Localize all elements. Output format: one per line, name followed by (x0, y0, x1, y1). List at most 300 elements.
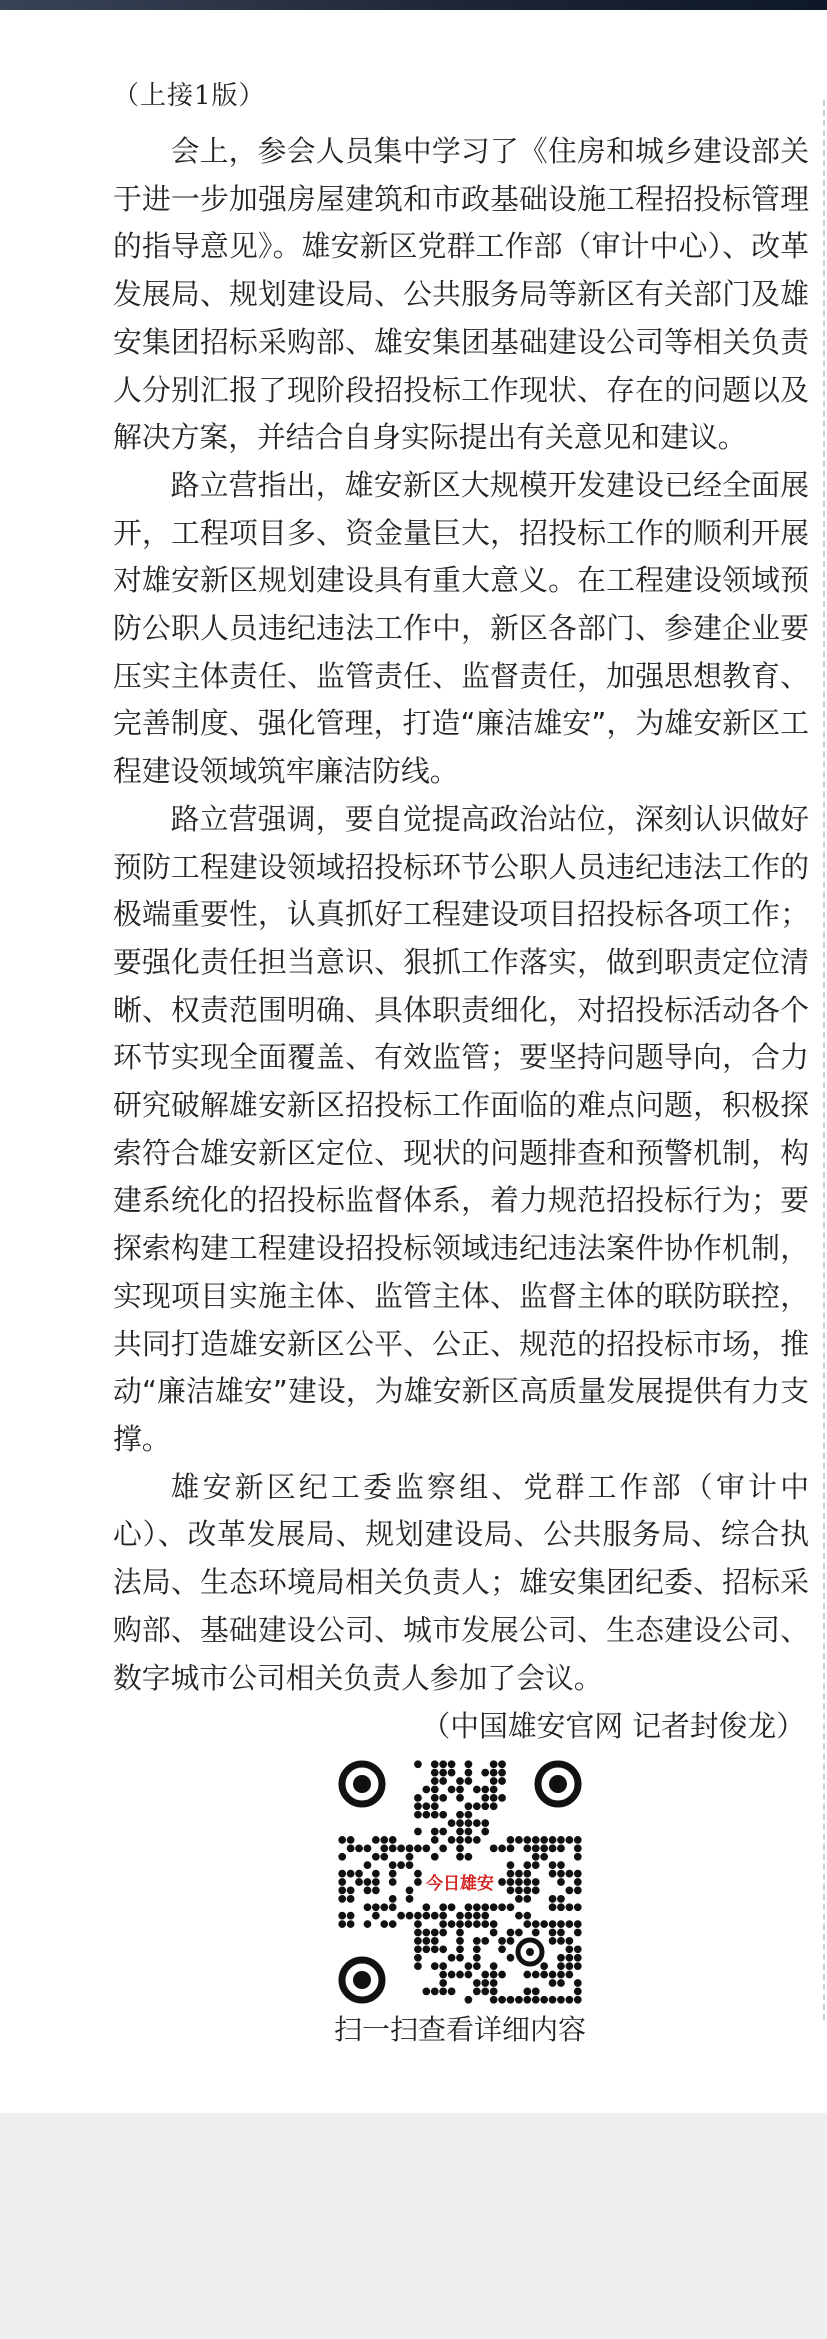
qr-module (431, 1794, 439, 1802)
qr-module (439, 1988, 447, 1996)
qr-module (574, 1903, 582, 1911)
qr-module (414, 1912, 422, 1920)
qr-module (557, 1996, 565, 2004)
qr-module (549, 1895, 557, 1903)
qr-module (406, 1895, 414, 1903)
qr-module (465, 1811, 473, 1819)
qr-module (431, 1760, 439, 1768)
qr-module (448, 1769, 456, 1777)
qr-module (389, 1861, 397, 1869)
qr-module (465, 1920, 473, 1928)
qr-module (532, 1971, 540, 1979)
qr-module (389, 1878, 397, 1886)
qr-module (439, 1844, 447, 1852)
qr-module (549, 1836, 557, 1844)
qr-module (566, 1937, 574, 1945)
qr-module (338, 1912, 346, 1920)
qr-module (389, 1895, 397, 1903)
qr-module (439, 1777, 447, 1785)
qr-module (540, 1962, 548, 1970)
qr-module (523, 1920, 531, 1928)
qr-module (507, 1929, 515, 1937)
qr-module (566, 1971, 574, 1979)
qr-module (473, 1979, 481, 1987)
qr-module (574, 1844, 582, 1852)
qr-module (490, 1760, 498, 1768)
qr-module (532, 1853, 540, 1861)
qr-module (465, 1802, 473, 1810)
qr-module (406, 1853, 414, 1861)
qr-module (465, 1769, 473, 1777)
qr-module (473, 1819, 481, 1827)
qr-module (523, 1861, 531, 1869)
qr-module (574, 1853, 582, 1861)
qr-module (414, 1828, 422, 1836)
qr-module (566, 1962, 574, 1970)
qr-module (540, 1996, 548, 2004)
qr-module (465, 1912, 473, 1920)
side-dashed-rule (823, 100, 825, 2020)
qr-module (422, 1929, 430, 1937)
qr-module (414, 1954, 422, 1962)
qr-module (372, 1903, 380, 1911)
qr-module (481, 1971, 489, 1979)
qr-module (364, 1903, 372, 1911)
qr-module (490, 1794, 498, 1802)
qr-module (557, 1920, 565, 1928)
qr-module (498, 1996, 506, 2004)
qr-module (389, 1903, 397, 1911)
qr-module (465, 1962, 473, 1970)
qr-module (498, 1760, 506, 1768)
qr-module (498, 1769, 506, 1777)
qr-module (439, 1794, 447, 1802)
qr-module (439, 1945, 447, 1953)
qr-module (523, 1878, 531, 1886)
qr-module (574, 1870, 582, 1878)
qr-module (439, 1971, 447, 1979)
qr-module (481, 1988, 489, 1996)
qr-module (490, 1920, 498, 1928)
qr-module (431, 1786, 439, 1794)
qr-module (456, 1777, 464, 1785)
qr-module (473, 1903, 481, 1911)
qr-module (347, 1895, 355, 1903)
qr-module (439, 1979, 447, 1987)
qr-module (574, 1962, 582, 1970)
qr-module (355, 1844, 363, 1852)
qr-module (456, 1945, 464, 1953)
qr-module (465, 1819, 473, 1827)
qr-module (338, 1895, 346, 1903)
qr-module (414, 1937, 422, 1945)
qr-module (557, 1878, 565, 1886)
qr-module (540, 1844, 548, 1852)
qr-module (481, 1937, 489, 1945)
qr-module (498, 1903, 506, 1911)
qr-module (523, 1988, 531, 1996)
qr-module (465, 1996, 473, 2004)
qr-module (481, 1912, 489, 1920)
qr-module (448, 1954, 456, 1962)
qr-module (532, 1929, 540, 1937)
qr-module (448, 1836, 456, 1844)
qr-caption: 扫一扫查看详细内容 (333, 2013, 586, 2046)
qr-module (557, 1962, 565, 1970)
qr-module (507, 1870, 515, 1878)
qr-module (574, 1887, 582, 1895)
qr-module (507, 1878, 515, 1886)
qr-module (347, 1844, 355, 1852)
qr-module (540, 1853, 548, 1861)
qr-module (490, 1777, 498, 1785)
qr-module (338, 1836, 346, 1844)
qr-module (557, 1870, 565, 1878)
qr-module (473, 1836, 481, 1844)
qr-module (481, 1979, 489, 1987)
qr-module (456, 1794, 464, 1802)
qr-module (507, 1954, 515, 1962)
qr-module (540, 1836, 548, 1844)
qr-module (372, 1887, 380, 1895)
qr-module (389, 1836, 397, 1844)
qr-module (549, 1870, 557, 1878)
qr-module (422, 1786, 430, 1794)
qr-module (490, 1988, 498, 1996)
qr-module (473, 1962, 481, 1970)
qr-module (574, 1996, 582, 2004)
qr-module (574, 1979, 582, 1987)
qr-module (456, 1937, 464, 1945)
qr-module (414, 1870, 422, 1878)
article-paragraph-2: 路立营指出，雄安新区大规模开发建设已经全面展开，工程项目多、资金量巨大，招投标工作的顺利开展对雄安新区规划建设具有重大意义。在工程建设领域预防公职人员违纪违法工作中，新区各部门、参建企业要压实主体责任、监管责任、监督责任，加强思想教育、完善制度、强化管理，打造“廉洁雄安”，为雄安新区工程建设领域筑牢廉洁防线。 (113, 467, 809, 789)
qr-module (439, 1920, 447, 1928)
qr-module (523, 1836, 531, 1844)
qr-module (532, 1887, 540, 1895)
qr-module (347, 1870, 355, 1878)
qr-module (473, 1945, 481, 1953)
qr-module (406, 1844, 414, 1852)
qr-module (456, 1954, 464, 1962)
qr-module (532, 1920, 540, 1928)
qr-code[interactable] (338, 1760, 582, 2004)
qr-module (439, 1929, 447, 1937)
qr-module (347, 1920, 355, 1928)
qr-module (431, 1945, 439, 1953)
qr-module (456, 1828, 464, 1836)
qr-module (380, 1844, 388, 1852)
qr-module (574, 1929, 582, 1937)
qr-module (557, 1929, 565, 1937)
qr-module (414, 1920, 422, 1928)
qr-module (532, 1996, 540, 2004)
qr-module (490, 1802, 498, 1810)
qr-module (507, 1903, 515, 1911)
qr-module (473, 1988, 481, 1996)
qr-module (355, 1870, 363, 1878)
qr-module (566, 1920, 574, 1928)
qr-module (364, 1844, 372, 1852)
qr-module (422, 1912, 430, 1920)
qr-module (456, 1819, 464, 1827)
qr-module (347, 1836, 355, 1844)
qr-module (338, 1920, 346, 1928)
qr-module (456, 1811, 464, 1819)
qr-module (515, 1870, 523, 1878)
qr-module (498, 1937, 506, 1945)
qr-module (380, 1903, 388, 1911)
qr-module (515, 1887, 523, 1895)
qr-module (566, 1887, 574, 1895)
qr-module (431, 1853, 439, 1861)
qr-module (456, 1836, 464, 1844)
article (113, 72, 809, 1750)
qr-module (481, 1828, 489, 1836)
qr-module (566, 1870, 574, 1878)
article-paragraph-3: 路立营强调，要自觉提高政治站位，深刻认识做好预防工程建设领域招投标环节公职人员违纪违法工作的极端重要性，认真抓好工程建设项目招投标各项工作；要强化责任担当意识、狠抓工作落实，做到职责定位清晰、权责范围明确、具体职责细化，对招投标活动各个环节实现全面覆盖、有效监管；要坚持问题导向，合力研究破解雄安新区招投标工作面临的难点问题，积极探索符合雄安新区定位、现状的问题排查和预警机制，构建系统化的招投标监督体系，着力规范招投标行为；要探索构建工程建设招投标领域违纪违法案件协作机制，实现项目实施主体、监管主体、监督主体的联防联控，共同打造雄安新区公平、公正、规范的招投标市场，推动“廉洁雄安”建设，为雄安新区高质量发展提供有力支撑。 (113, 801, 809, 1456)
qr-module (481, 1769, 489, 1777)
qr-module (338, 1870, 346, 1878)
top-header-bar (0, 0, 827, 10)
qr-module (406, 1887, 414, 1895)
qr-module (456, 1786, 464, 1794)
qr-module (364, 1887, 372, 1895)
qr-module (473, 1920, 481, 1928)
qr-module (557, 1979, 565, 1987)
qr-module (465, 1903, 473, 1911)
qr-module (448, 1971, 456, 1979)
qr-module (414, 1802, 422, 1810)
qr-module (456, 1971, 464, 1979)
qr-module (431, 1912, 439, 1920)
qr-module (465, 1971, 473, 1979)
qr-module (456, 1912, 464, 1920)
qr-module (338, 1853, 346, 1861)
qr-module (448, 1988, 456, 1996)
qr-module (448, 1786, 456, 1794)
qr-module (439, 1769, 447, 1777)
qr-module (523, 1895, 531, 1903)
qr-module (431, 1988, 439, 1996)
qr-module (557, 1971, 565, 1979)
qr-module (515, 1878, 523, 1886)
qr-module (338, 1887, 346, 1895)
qr-module (431, 1828, 439, 1836)
qr-module (549, 1971, 557, 1979)
article-credit: （中国雄安官网 记者封俊龙） (421, 1709, 805, 1744)
qr-module (414, 1794, 422, 1802)
qr-module (473, 1802, 481, 1810)
qr-module (431, 1811, 439, 1819)
qr-module (490, 1996, 498, 2004)
qr-module (566, 1945, 574, 1953)
qr-module (422, 1802, 430, 1810)
qr-module (431, 1802, 439, 1810)
qr-module (372, 1853, 380, 1861)
qr-module (498, 1794, 506, 1802)
article-paragraph-4: 雄安新区纪工委监察组、党群工作部（审计中心）、改革发展局、规划建设局、公共服务局、综合执法局、生态环境局相关负责人；雄安集团纪委、招标采购部、基础建设公司、城市发展公司、生态建设公司、数字城市公司相关负责人参加了会议。 (113, 1469, 809, 1695)
qr-module (431, 1769, 439, 1777)
qr-module (515, 1836, 523, 1844)
qr-module (523, 1870, 531, 1878)
qr-module (473, 1954, 481, 1962)
qr-module (448, 1760, 456, 1768)
qr-module (372, 1870, 380, 1878)
qr-module (549, 1920, 557, 1928)
qr-module (481, 1794, 489, 1802)
qr-module (566, 1903, 574, 1911)
qr-module (431, 1929, 439, 1937)
qr-module (574, 1836, 582, 1844)
qr-module (557, 1861, 565, 1869)
qr-module (532, 1861, 540, 1869)
qr-module (364, 1920, 372, 1928)
qr-module (372, 1836, 380, 1844)
qr-module (414, 1962, 422, 1970)
qr-module (490, 1971, 498, 1979)
qr-module (422, 1937, 430, 1945)
qr-module (481, 1920, 489, 1928)
qr-module (490, 1903, 498, 1911)
qr-module (481, 1903, 489, 1911)
qr-module (380, 1920, 388, 1928)
qr-module (549, 1844, 557, 1852)
qr-module (372, 1912, 380, 1920)
qr-module (557, 1903, 565, 1911)
qr-module (439, 1962, 447, 1970)
qr-module (465, 1853, 473, 1861)
qr-module (507, 1887, 515, 1895)
qr-module (465, 1777, 473, 1785)
qr-module (456, 1920, 464, 1928)
qr-module (490, 1786, 498, 1794)
qr-module (549, 1937, 557, 1945)
qr-module (490, 1769, 498, 1777)
qr-module (389, 1844, 397, 1852)
qr-module (481, 1819, 489, 1827)
qr-module (574, 1945, 582, 1953)
qr-module (498, 1878, 506, 1886)
qr-module (507, 1996, 515, 2004)
qr-module (532, 1844, 540, 1852)
qr-module (557, 1954, 565, 1962)
qr-module (422, 1903, 430, 1911)
qr-module (549, 1979, 557, 1987)
qr-module (515, 1912, 523, 1920)
continued-label: （上接1版） (113, 81, 266, 111)
qr-module (380, 1853, 388, 1861)
qr-module (414, 1945, 422, 1953)
qr-module (574, 1988, 582, 1996)
qr-module (406, 1861, 414, 1869)
qr-module (490, 1962, 498, 1970)
qr-module (540, 1971, 548, 1979)
qr-module (498, 1945, 506, 1953)
qr-module (490, 1844, 498, 1852)
qr-module (566, 1836, 574, 1844)
qr-module (422, 1988, 430, 1996)
qr-module (490, 1979, 498, 1987)
qr-module (515, 1929, 523, 1937)
qr-module (414, 1929, 422, 1937)
qr-module (498, 1777, 506, 1785)
qr-module (566, 1954, 574, 1962)
qr-module (456, 1929, 464, 1937)
qr-module (523, 1971, 531, 1979)
qr-module (338, 1878, 346, 1886)
qr-code-block[interactable] (320, 1760, 600, 2050)
qr-module (532, 1878, 540, 1886)
qr-module (431, 1777, 439, 1785)
qr-module (347, 1887, 355, 1895)
qr-module (532, 1836, 540, 1844)
qr-module (389, 1920, 397, 1928)
qr-module (414, 1811, 422, 1819)
article-paragraph-1: 会上，参会人员集中学习了《住房和城乡建设部关于进一步加强房屋建筑和市政基础设施工程招投标管理的指导意见》。雄安新区党群工作部（审计中心）、改革发展局、规划建设局、公共服务局等新区有关部门及雄安集团招标采购部、雄安集团基础建设公司等相关负责人分别汇报了现阶段招投标工作现状、存在的问题以及解决方案，并结合自身实际提出有关意见和建议。 (113, 134, 809, 455)
qr-module (456, 1844, 464, 1852)
qr-module (456, 1853, 464, 1861)
qr-module (481, 1802, 489, 1810)
qr-module (397, 1861, 405, 1869)
qr-module (523, 1887, 531, 1895)
qr-module (422, 1844, 430, 1852)
qr-module (439, 1912, 447, 1920)
qr-module (549, 1861, 557, 1869)
qr-module (389, 1870, 397, 1878)
qr-module (397, 1844, 405, 1852)
footer-band (0, 2113, 827, 2339)
qr-module (549, 1929, 557, 1937)
qr-module (532, 1988, 540, 1996)
qr-module (465, 1760, 473, 1768)
qr-module (422, 1945, 430, 1953)
qr-module (507, 1937, 515, 1945)
qr-module (414, 1760, 422, 1768)
qr-module (364, 1878, 372, 1886)
qr-module (422, 1811, 430, 1819)
qr-module (431, 1836, 439, 1844)
qr-module (557, 1937, 565, 1945)
qr-module (498, 1971, 506, 1979)
qr-module (507, 1861, 515, 1869)
qr-module (515, 1895, 523, 1903)
qr-module (473, 1937, 481, 1945)
qr-module (355, 1878, 363, 1886)
qr-module (439, 1811, 447, 1819)
qr-module (523, 1996, 531, 2004)
qr-module (465, 1836, 473, 1844)
qr-module (507, 1844, 515, 1852)
qr-module (574, 1920, 582, 1928)
qr-module (557, 1895, 565, 1903)
qr-module (431, 1962, 439, 1970)
qr-module (549, 1996, 557, 2004)
qr-module (566, 1996, 574, 2004)
qr-module (439, 1903, 447, 1911)
qr-module (439, 1760, 447, 1768)
qr-module (397, 1912, 405, 1920)
qr-module (574, 1878, 582, 1886)
qr-module (473, 1912, 481, 1920)
qr-module (540, 1920, 548, 1928)
qr-module (557, 1836, 565, 1844)
qr-module (473, 1786, 481, 1794)
qr-module (498, 1844, 506, 1852)
qr-module (574, 1954, 582, 1962)
qr-module (523, 1912, 531, 1920)
qr-module (549, 1903, 557, 1911)
qr-module (515, 1996, 523, 2004)
